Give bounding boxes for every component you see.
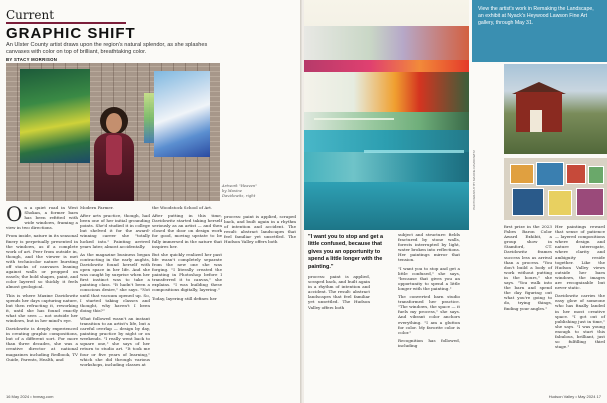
body-column-1 (6, 202, 79, 365)
barn-door (530, 110, 542, 132)
paragraph: From inside, nature in its seasonal finery is perpetually presented in the windows, as if a complete work of art. Peer from outside in, though, and the viewer is met with technicolor nature bursting off stacks of canvases leaning against walls or propped on easels; the bold shapes, paint, and color layered so thickly it feels almost geological. (6, 233, 79, 290)
body-column-7 (504, 224, 552, 314)
small-painting (512, 188, 544, 216)
paint-band (304, 130, 469, 152)
paint-streak (364, 150, 464, 153)
paragraph: subject and structure: fields fractured by stone walls, forests interrupted by light, water broken into reflections. Her paintings mirror that tension. (398, 232, 460, 263)
small-painting (566, 164, 586, 184)
paragraph: Modern Farmer. (80, 205, 114, 210)
paragraph: But she quickly realized her past life wasn't completely separate from the new one she was forging. "I literally created the painting in Photoshop before I transferred it to canvas," she explains. "I was building these compositions digitally, layering." (152, 251, 222, 293)
paragraph: first prize in the 2023 Fabes Baron Color Award Exhibit, a group show in Stamford, CT. Davidowitz frames success less as arrival than a process. "You don't build a body of work without putting in the hours," she says. "You walk into the barn and spend the day figuring out what you're going to do, trying things, finding your angles." (504, 224, 552, 311)
drop-cap: O (6, 202, 23, 226)
body-column-5 (308, 274, 370, 313)
small-painting (536, 162, 564, 186)
left-page (0, 0, 302, 403)
paragraph: Recognition has followed, including (398, 337, 460, 348)
article-dek: An Ulster County artist draws upon the region's natural splendor, as she splashes canvases with color on top of brilliant, breathtaking color. (6, 42, 208, 55)
paint-band (304, 152, 469, 182)
painting-blue (154, 71, 210, 157)
section-rule (6, 22, 126, 24)
exhibit-callout-text: View the artist's work in Remaking the Landscape, an exhibit at Nyack's Heywood Lawson Fine Art gallery, through May 31. (478, 6, 594, 26)
photo-credit: PHOTOGRAPHY BY MAXINE DAVIDOWITZ (472, 150, 476, 210)
body-column-8 (555, 224, 605, 352)
paragraph: "I want you to stop and get a little confused," she says, "because that gives you an opportunity to spend a little longer with the painting." (398, 265, 460, 291)
paint-band (304, 72, 469, 112)
paragraph: What followed wasn't an instant transition to an artist's life, but a careful overlap — design by day, painting practice by night or on weekends. "I really went back to square one," she says of her return to studio art. "It took me four or five years of learning," which she did through various workshops, including classes at (80, 315, 150, 367)
paragraph: This is where Maxine Davidowitz spends her days capturing nature, but then refracting it, reworking it, until she has found exactly what she sees — not outside her windows, but in her mind's eye. (6, 292, 78, 323)
paragraph: the Woodstock School of Art. (152, 205, 213, 210)
small-painting (548, 190, 572, 216)
body-column-4 (224, 214, 296, 248)
article-headline: GRAPHIC SHIFT (6, 25, 136, 42)
pull-quote: "I want you to stop and get a little confused, because that gives you an opportunity to spend a little longer with the painting." (308, 234, 384, 270)
page-folio: Hudson Valley • May 2024 17 (548, 394, 601, 399)
paragraph: Her paintings reward that sense of patience — layered compositions where design and nature interrogate, where clarity and ambiguity reside together. Like the Hudson Valley views outside her barn windows, the images are recognizable but never static. (555, 224, 605, 291)
paragraph: process: paint is applied, scraped back, and built again in a rhythm of intention and accident. The result: abstract landscapes that feel familiar yet unsettled. The Hudson Valley offers both (224, 214, 296, 245)
paragraph: Davidowitz carries the easy glow of someone who has finally landed in her most creative space. "I got out of publishing just in time," she says. "I was young enough to start this fabulous, brilliant, just so fulfilling third stage." (555, 293, 605, 350)
byline: BY STACY MORRISON (6, 57, 58, 62)
paint-band (304, 112, 469, 130)
paragraph: Today, layering still defines her (152, 295, 217, 301)
paragraph: Davidowitz is deeply experienced in creating graphic compositions, but of a different sort. For more than three decades, she was a creative director at national magazines including Redbook, TV Guide, Parents, Health, and (6, 326, 78, 362)
paint-band (304, 26, 469, 60)
painting-green (20, 69, 90, 163)
body-column-2 (80, 205, 150, 370)
small-painting (510, 164, 534, 184)
small-painting (588, 166, 604, 184)
paragraph: n a quiet road in West Shokan, a former barn has been refitted with wide windows, framing a view in two directions. (6, 205, 78, 231)
body-column-6 (398, 232, 460, 351)
studio-interior-photo (504, 158, 607, 220)
section-label: Current (6, 8, 55, 22)
body-column-3 (152, 205, 222, 304)
paragraph: As the magazine business began contracting in the early aughts, Davidowitz found herself with open space in her life. And she was caught by surprise when her first instinct was to take a painting class. "It hadn't been a conscious desire," she says. "Not until that vacuum opened up. So, I started taking classes and thought, why haven't I been doing this?" (80, 251, 150, 313)
barn-studio-photo (504, 64, 607, 154)
paint-band (304, 182, 469, 230)
photo-caption: Artwork "Heaven" by Maxine Davidowitz, right (222, 183, 258, 198)
paragraph: After putting in this time, Davidowitz started taking herself seriously as an artist — and then closed the door on design work for good, moving upstate to be fully immersed in the nature that inspires her. (152, 213, 222, 249)
page-folio: 16 May 2024 • hvmag.com (6, 394, 54, 399)
exhibit-callout-box (472, 0, 607, 62)
right-page (304, 0, 607, 403)
artist-face (106, 113, 122, 133)
abstract-landscape-painting (304, 0, 469, 230)
paragraph: The converted barn studio transformed her practice. "The windows, the space — it fuels my process," she says. And vibrant color anchors everything. "I am a glutton for color. My favorite color is color." (398, 294, 460, 335)
artist-scarf (106, 135, 122, 175)
small-painting (576, 188, 604, 216)
paint-band (304, 60, 469, 72)
paint-streak (314, 118, 394, 120)
paragraph: process: paint is applied, scraped back, and built again in a rhythm of intention and accident. The result: abstract landscapes that feel familiar yet unsettled. The Hudson Valley offers both (308, 274, 370, 310)
artist-studio-photo (6, 63, 220, 201)
paragraph: After arts practice, though, had been one of her initial grounding points. She'd studied it in college but shelved it for the award-winning career she "totally lucked into." Painting arrived years later, almost accidentally. (80, 213, 150, 249)
